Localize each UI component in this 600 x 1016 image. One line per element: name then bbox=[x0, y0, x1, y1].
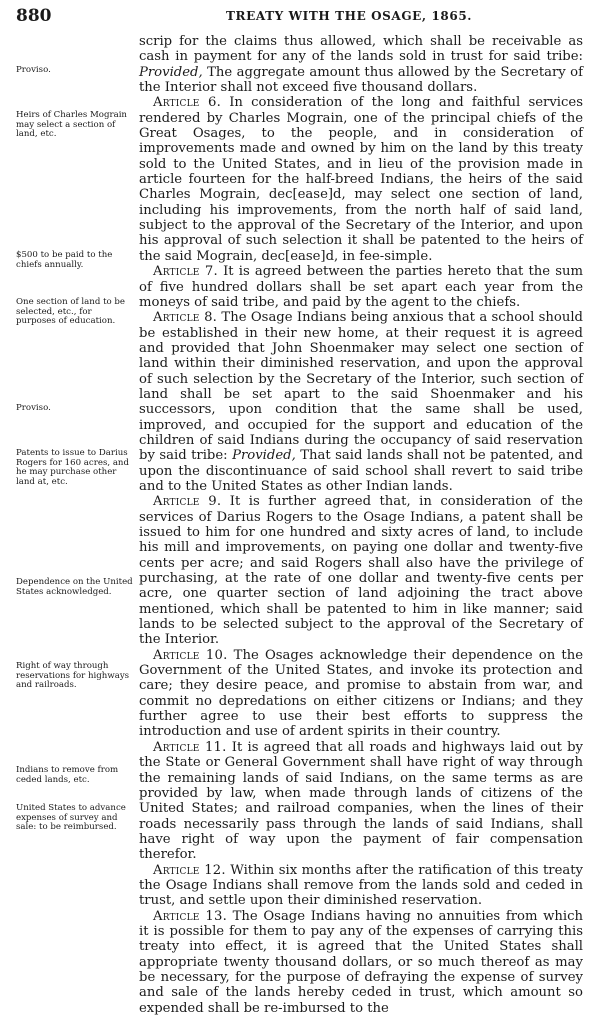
running-title: TREATY WITH THE OSAGE, 1865. bbox=[226, 9, 473, 23]
margin-note-chiefs-payment: $500 to be paid to the chiefs annually. bbox=[16, 250, 113, 270]
article-11 bbox=[139, 740, 583, 863]
margin-note-dependence: Dependence on the United States acknowledged. bbox=[16, 577, 133, 597]
proviso-word: Provided, bbox=[139, 64, 203, 80]
paragraph-continuation bbox=[139, 34, 583, 95]
article-13 bbox=[139, 909, 583, 1016]
article-heading: Article 7. bbox=[153, 264, 218, 280]
paragraph-text: It is further agreed that, in consideration of the services of Darius Rogers to the Osage Indians, a patent shall be issued to him for one hundred and sixty acres of land, to include his mill and improvements, on paying one dollar and twenty-five cents per acre; and said Rogers shall also have the privilege of purchasing, at the rate of one dollar and twenty-five cents per acre, one quarter section of land adjoining the tract above mentioned, which shall be patented to him in like manner; said lands to be selected subject to the approval of the Secretary of the Interior. bbox=[139, 494, 583, 648]
margin-note-survey-expenses: United States to advance expenses of survey and sale: to be reimbursed. bbox=[16, 803, 126, 833]
article-10 bbox=[139, 648, 583, 740]
article-6 bbox=[139, 95, 583, 264]
article-heading: Article 9. bbox=[153, 494, 222, 510]
margin-note-right-of-way: Right of way through reservations for highways and railroads. bbox=[16, 661, 130, 691]
paragraph-text: The Osage Indians having no annuities from which it is possible for them to pay any of the expenses of carrying this treaty into effect, it is agreed that the United States shall appropriate twenty thousand dollars, or so much thereof as may be necessary, for the purpose of defraying the expense of survey and sale of the lands hereby ceded in trust, which amount so expended shall be re-imbursed to the bbox=[139, 908, 583, 1016]
page-number: 880 bbox=[16, 6, 52, 26]
paragraph-text: It is agreed between the parties hereto that the sum of five hundred dollars shall be set apart each year from the moneys of said tribe, and paid by the agent to the chiefs. bbox=[139, 264, 583, 310]
margin-note-rogers-patent: Patents to issue to Darius Rogers for 160 acres, and he may purchase other land at, etc. bbox=[16, 448, 129, 487]
treaty-body bbox=[139, 34, 583, 1016]
margin-note-proviso-2: Proviso. bbox=[16, 403, 51, 413]
paragraph-text: The Osage Indians being anxious that a school should be established in their new home, at their request it is agreed and provided that John Shoenmaker may select one section of land within their diminished reservation, and upon the approval of such selection by the Secretary of the Interior, such section of land shall be set apart to the said Shoenmaker and his successors, upon condition that the same shall be used, improved, and occupied for the support and education of the children of said Indians during the occupancy of said reservation by said tribe: bbox=[139, 310, 583, 464]
margin-note-education-land: One section of land to be selected, etc., for purposes of education. bbox=[16, 297, 126, 327]
article-heading: Article 8. bbox=[153, 310, 218, 326]
margin-note-mograin-heirs: Heirs of Charles Mograin may select a section of land, etc. bbox=[16, 110, 127, 140]
article-heading: Article 11. bbox=[153, 739, 227, 755]
paragraph-text: Within six months after the ratification of this treaty the Osage Indians shall remove from the lands sold and ceded in trust, and settle upon their diminished reservation. bbox=[139, 862, 583, 909]
margin-note-proviso-1: Proviso. bbox=[16, 65, 51, 75]
article-8 bbox=[139, 310, 583, 494]
paragraph-text: scrip for the claims thus allowed, which shall be receivable as cash in payment for any of the lands sold in trust for said tribe: bbox=[139, 34, 583, 65]
article-9 bbox=[139, 494, 583, 647]
paragraph-text: The Osages acknowledge their dependence on the Government of the United States, and invoke its protection and care; they desire peace, and promise to abstain from war, and commit no depredations on either citizens or Indians; and they further agree to use their best efforts to suppress the introduction and use of ardent spirits in their country. bbox=[139, 647, 584, 740]
paragraph-text: In consideration of the long and faithful services rendered by Charles Mograin, one of the principal chiefs of the Great Osages, to the people, and in consideration of improvements made and owned by him on the land by this treaty sold to the United States, and in lieu of the provision made in article fourteen for the half-breed Indians, the heirs of the said Charles Mograin, dec[ease]d, may select one section of land, including his improvements, from the north half of said land, subject to the approval of the Secretary of the Interior, and upon his approval of such selection it shall be patented to the heirs of the said Mograin, dec[ease]d, in fee-simple. bbox=[139, 95, 583, 264]
article-7 bbox=[139, 264, 583, 310]
paragraph-text: The aggregate amount thus allowed by the Secretary of the Interior shall not exceed five thousand dollars. bbox=[139, 64, 583, 96]
article-heading: Article 10. bbox=[153, 647, 228, 663]
article-heading: Article 12. bbox=[153, 862, 226, 878]
paragraph-text: That said lands shall not be patented, and upon the discontinuance of said school shall revert to said tribe and to the United States as other Indian lands. bbox=[139, 448, 583, 494]
article-heading: Article 6. bbox=[153, 95, 221, 111]
paragraph-text: It is agreed that all roads and highways laid out by the State or General Government shall have right of way through the remaining lands of said Indians, on the same terms as are provided by law, when made through lands of citizens of the United States; and railroad companies, when the lines of their roads necessarily pass through the lands of said Indians, shall have right of way upon the payment of fair compensation therefor. bbox=[139, 739, 583, 863]
page-header bbox=[16, 6, 584, 28]
article-heading: Article 13. bbox=[153, 908, 227, 924]
margin-note-removal: Indians to remove from ceded lands, etc. bbox=[16, 765, 119, 785]
article-12 bbox=[139, 863, 583, 909]
proviso-word: Provided, bbox=[232, 448, 296, 464]
